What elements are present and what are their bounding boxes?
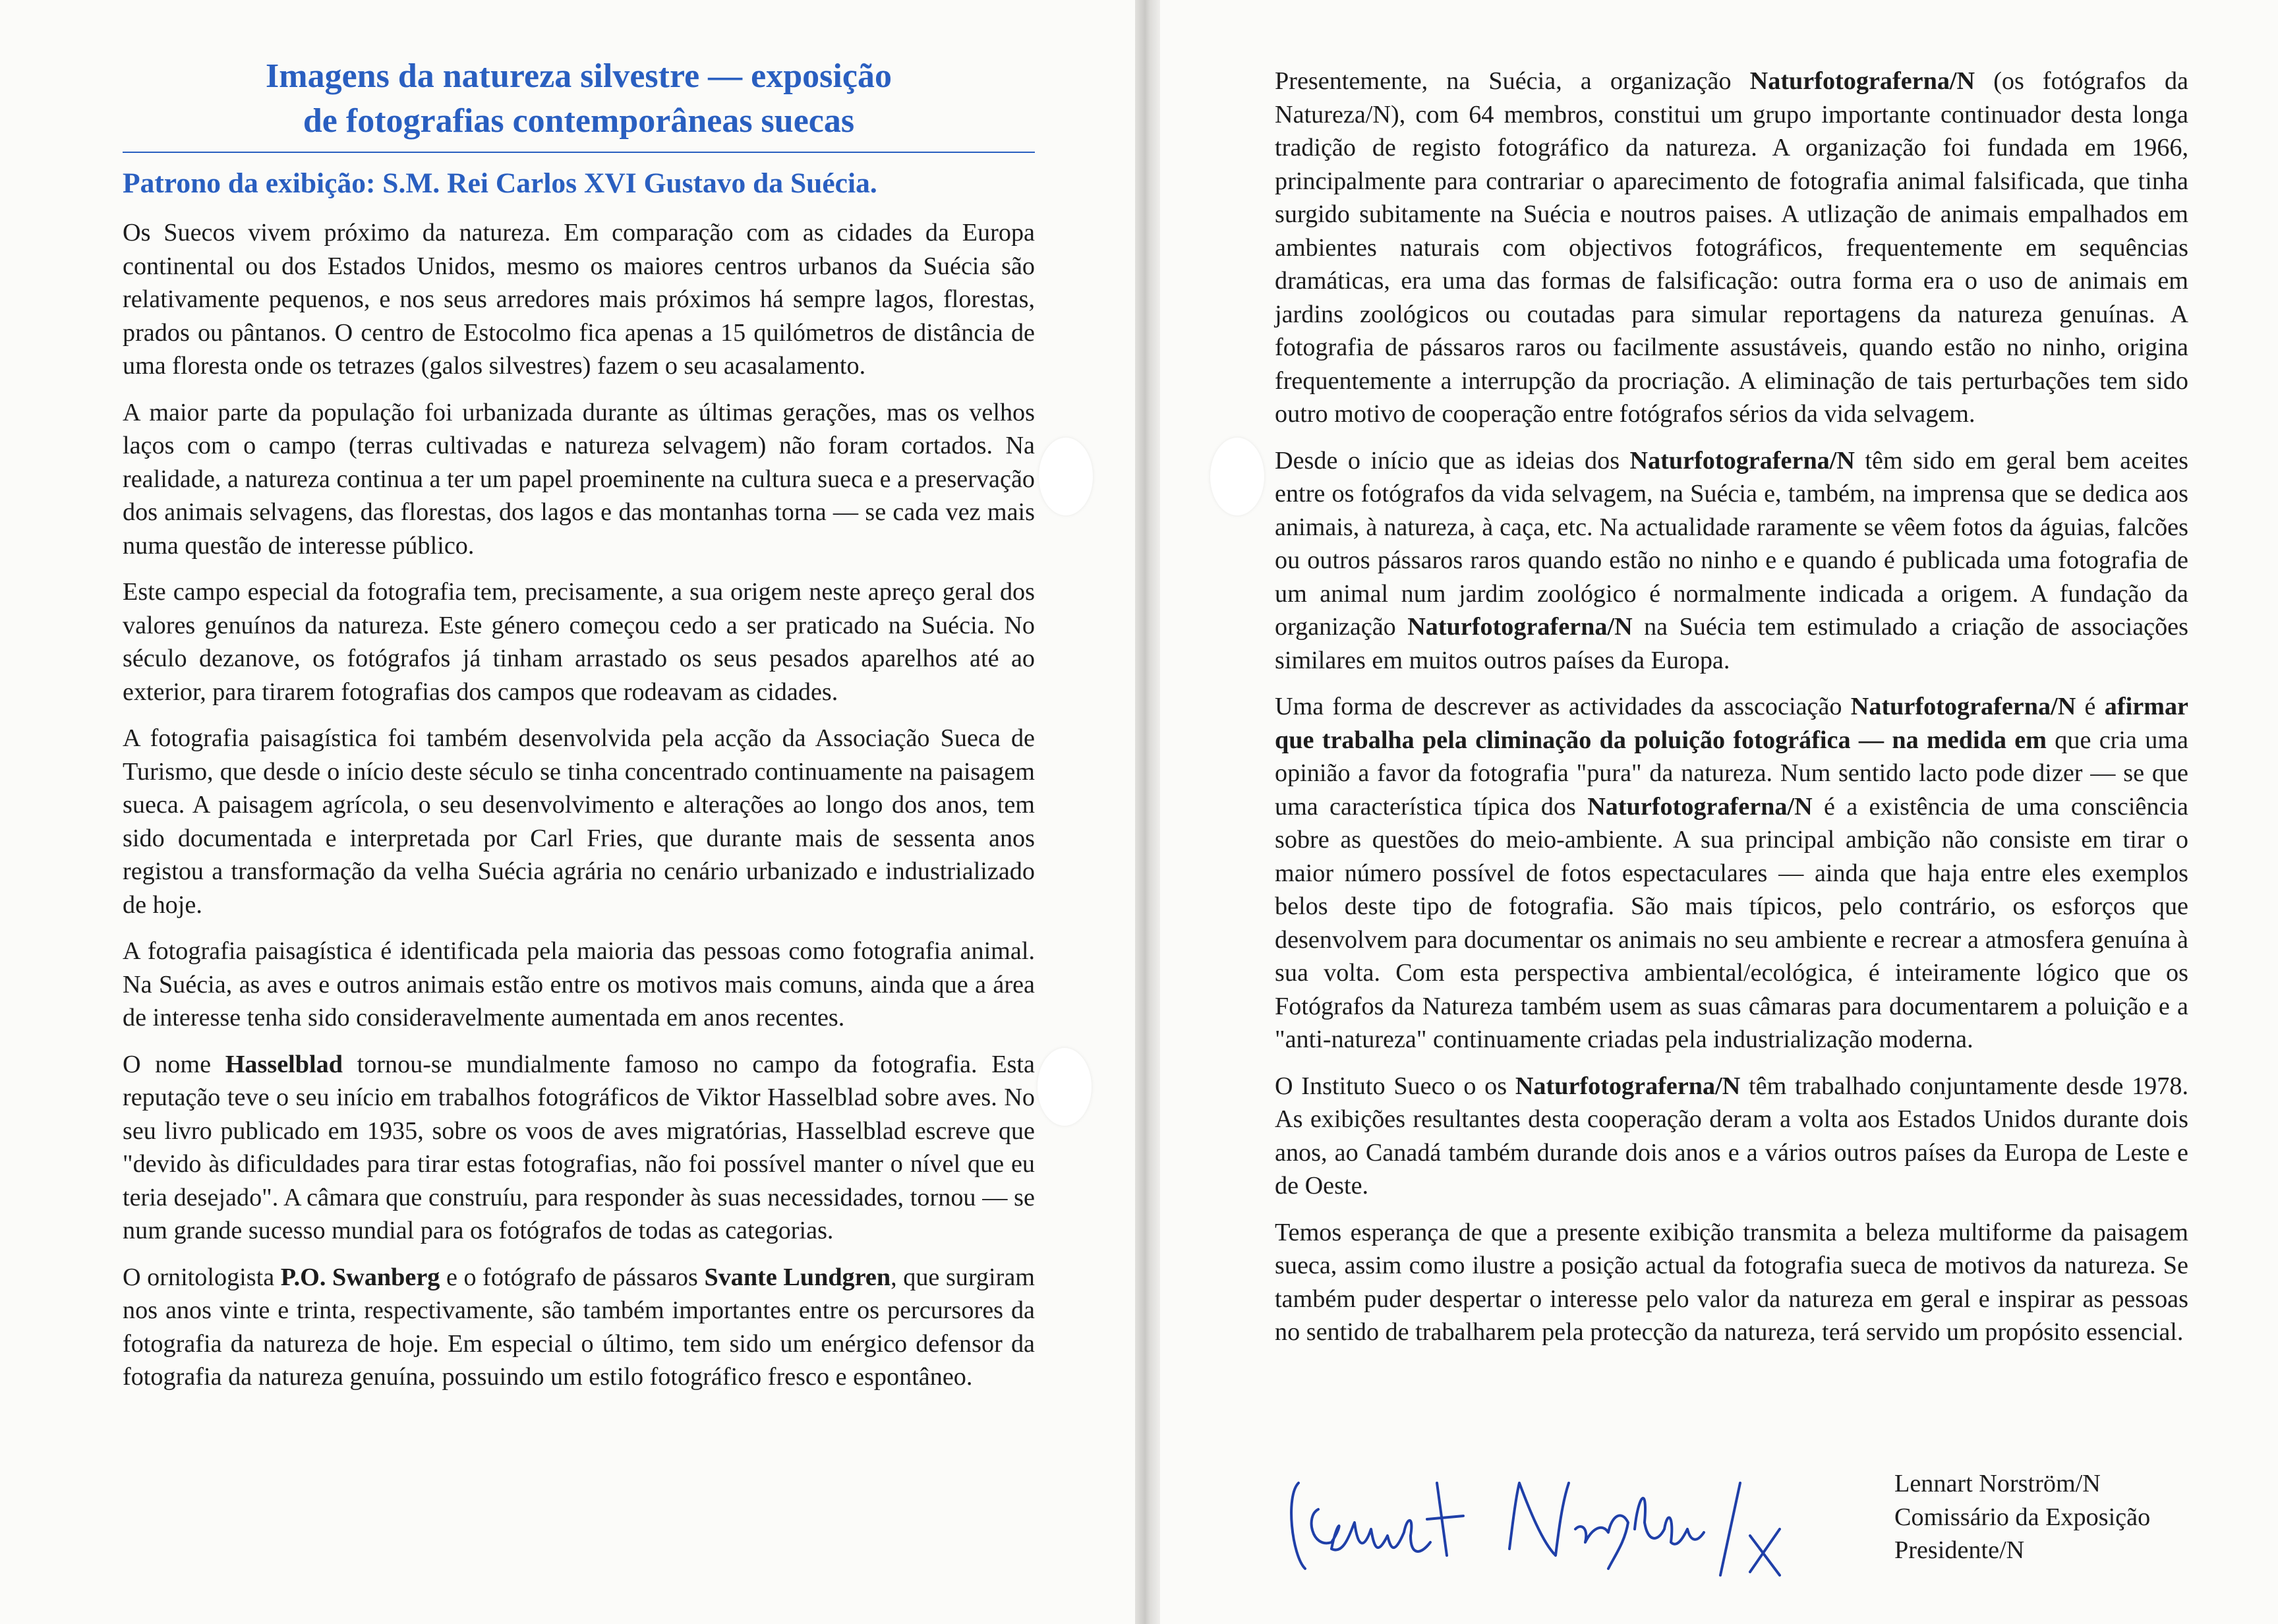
paragraph: O nome Hasselblad tornou-se mundialmente famoso no campo da fotografia. Esta reputação teve o seu início em trabalhos fotográficos de Viktor Hasselblad sobre aves. No seu livro publicado em 1935, sobre os voos de aves migratórias, Hasselblad escreve que "devido às dificuldades para tirar estas fotografias, não foi possível manter o nível que eu teria desejado". A câmara que construíu, para responder às suas necessidades, tornou — se num grande sucesso mundial para os fotógrafos de todas as categorias.: [123, 1050, 1035, 1244]
right-column: [1275, 0, 2188, 1362]
signatory-block: [1894, 1467, 2150, 1567]
emphasis: afirmar que trabalha pela climinação da poluição fotográfica — na medida em: [1275, 693, 2189, 754]
emphasis: Naturfotograferna/N: [1629, 446, 1855, 475]
punch-hole: [1039, 438, 1093, 515]
signatory-role: Comissário da Exposição: [1894, 1503, 2151, 1531]
handwritten-signature: [1279, 1457, 1859, 1588]
page-title: [123, 54, 1035, 144]
paragraph: A fotografia paisagística foi também desenvolvida pela acção da Associação Sueca de Turismo, que desde o início deste século se tinha concentrado continuamente na paisagem sueca. A paisagem agrícola, o seu desenvolvimento e alterações ao longo dos anos, tem sido documentada e interpretada por Carl Fries, que durante mais de sessenta anos registou a transformação da velha Suécia agrária no cenário urbanizado e industrializado de hoje.: [123, 724, 1035, 919]
emphasis: Naturfotograferna/N: [1587, 792, 1813, 821]
title-divider: [123, 152, 1035, 153]
paragraph: A fotografia paisagística é identificada pela maioria das pessoas como fotografia animal. Na Suécia, as aves e outros animais estão entre os motivos mais comuns, ainda que a área de interesse tenha sido consideravelmente aumentada em anos recentes.: [123, 937, 1035, 1031]
paragraph: Os Suecos vivem próximo da natureza. Em comparação com as cidades da Europa continental ou dos Estados Unidos, mesmo os maiores centros urbanos da Suécia são relativamente pequenos, e nos seus arredores mais próximos há sempre lagos, florestas, prados ou pântanos. O centro de Estocolmo fica apenas a 15 quilómetros de distância de uma floresta onde os tetrazes (galos silvestres) fazem o seu acasalamento.: [123, 219, 1035, 380]
paragraph: O Instituto Sueco o os Naturfotograferna/N têm trabalhado conjuntamente desde 1978. As exibições resultantes desta cooperação deram a volta aos Estados Unidos durante dois anos, ao Canadá também durande dois anos e a vários outros países da Europa de Leste e de Oeste.: [1275, 1072, 2188, 1200]
paragraph: Uma forma de descrever as actividades da asscociação Naturfotograferna/N é afirmar que trabalha pela climinação da poluição fotográfica — na medida em que cria uma opinião a favor da fotografia "pura" da natureza. Num sentido lacto pode dizer — se que uma característica típica dos Naturfotograferna/N é a existência de uma consciência sobre as questões do meio-ambiente. A sua principal ambição não consiste em tirar o maior número possível de fotos espectaculares — ainda que haja entre eles exemplos belos deste tipo de fotografia. São mais típicos, pelo contrário, os esforços que desenvolvem para documentar os animais no seu ambiente e recrear a atmosfera genuína à sua volta. Com esta perspectiva ambiental/ecológica, é inteiramente lógico que os Fotógrafos da Natureza também usem as suas câmaras para documentarem a poluição e a "anti-natureza" continuamente criadas pela industrialização moderna.: [1275, 693, 2189, 1053]
emphasis: Naturfotograferna/N: [1407, 613, 1633, 641]
emphasis: P.O. Swanberg: [280, 1263, 440, 1291]
signatory-title: Presidente/N: [1894, 1536, 2025, 1564]
title-line-2: de fotografias contemporâneas suecas: [303, 102, 855, 140]
paragraph: Temos esperança de que a presente exibição transmita a beleza multiforme da paisagem sueca, assim como ilustre a posição actual da fotografia sueca de motivos da natureza. Se também puder despertar o interesse pelo valor da natureza em geral e inspirar as pessoas no sentido de trabalharem pela protecção da natureza, terá servido um propósito essencial.: [1275, 1218, 2188, 1346]
left-column: [123, 0, 1035, 1407]
punch-hole: [1037, 1048, 1092, 1126]
patron-heading: Patrono da exibição: S.M. Rei Carlos XVI Gustavo da Suécia.: [123, 167, 877, 199]
paragraph: Este campo especial da fotografia tem, precisamente, a sua origem neste apreço geral dos valores genuínos da natureza. Este género começou cedo a ser praticado na Suécia. No século dezanove, os fotógrafos já tinham arrastado os seus pesados aparelhos até ao exterior, para tirarem fotografias dos campos que rodeavam as cidades.: [123, 578, 1035, 706]
paragraph: A maior parte da população foi urbanizada durante as últimas gerações, mas os velhos laços com o campo (terras cultivadas e natureza selvagem) não foram cortados. Na realidade, a natureza continua a ter um papel proeminente na cultura sueca e a preservação dos animais selvagens, das florestas, dos lagos e das montanhas torna — se cada vez mais numa questão de interesse público.: [123, 398, 1035, 560]
page-fold: [1135, 0, 1160, 1624]
signatory-name: Lennart Norström/N: [1894, 1470, 2101, 1497]
emphasis: Naturfotograferna/N: [1850, 693, 2076, 720]
emphasis: Svante Lundgren: [704, 1263, 891, 1291]
title-line-1: Imagens da natureza silvestre — exposição: [266, 57, 892, 95]
paragraph: Presentemente, na Suécia, a organização Naturfotograferna/N (os fotógrafos da Natureza/N), com 64 membros, constitui um grupo importante continuador desta longa tradição de registo fotográfico da natureza. A organização foi fundada em 1966, principalmente para contrariar o aparecimento de fotografia animal falsificada, que tinha surgido subitamente na Suécia e noutros paises. A utlização de animais empalhados em ambientes naturais com objectivos fotográficos, frequentemente em sequências dramáticas, era uma das formas de falsificação: outra forma era o uso de animais em jardins zoológicos ou coutadas para simular reportagens da natureza genuínas. A fotografia de pássaros raros ou facilmente assustáveis, quando estão no ninho, origina frequentemente a interrupção da procriação. A eliminação de tais perturbações tem sido outro motivo de cooperação entre fotógrafos sérios da vida selvagem.: [1275, 67, 2188, 428]
punch-hole: [1210, 438, 1264, 515]
paragraph: Desde o início que as ideias dos Naturfotograferna/N têm sido em geral bem aceites entre os fotógrafos da vida selvagem, na Suécia e, também, na imprensa que se dedica aos animais, à natureza, à caça, etc. Na actualidade raramente se vêem fotos da águias, falcões ou outros pássaros raros quando estão no ninho e e quando é publicada uma fotografia de um animal num jardim zoológico é normalmente indicada a origem. A fundação da organização Naturfotograferna/N na Suécia tem estimulado a criação de associações similares em muitos outros países da Europa.: [1275, 446, 2188, 674]
emphasis: Naturfotograferna/N: [1515, 1072, 1741, 1100]
emphasis: Naturfotograferna/N: [1749, 67, 1975, 95]
paragraph: O ornitologista P.O. Swanberg e o fotógrafo de pássaros Svante Lundgren, que surgiram nos anos vinte e trinta, respectivamente, são também importantes entre os percursores da fotografia da natureza de hoje. Em especial o último, tem sido um enérgico defensor da fotografia da natureza genuína, possuindo um estilo fotográfico fresco e espontâneo.: [123, 1263, 1035, 1391]
emphasis: Hasselblad: [225, 1050, 343, 1078]
